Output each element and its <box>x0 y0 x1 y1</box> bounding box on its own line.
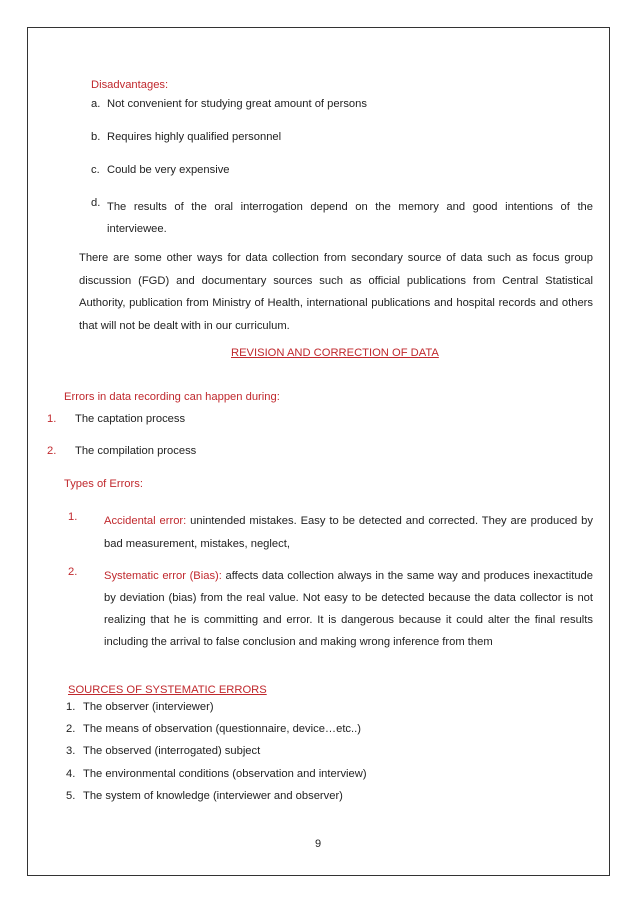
disadvantage-item: Could be very expensive <box>107 164 230 176</box>
source-item: The observed (interrogated) subject <box>83 745 261 757</box>
revision-heading: REVISION AND CORRECTION OF DATA <box>231 347 439 359</box>
list-marker: 2. <box>47 445 57 457</box>
disadvantage-marker: d. <box>91 197 101 209</box>
list-marker: 1. <box>47 413 57 425</box>
source-marker: 5. <box>66 790 76 802</box>
error-type-marker: 1. <box>68 511 78 523</box>
source-marker: 4. <box>66 768 76 780</box>
list-item: The captation process <box>75 413 186 425</box>
disadvantage-item: The results of the oral interrogation depend on the memory and good intentions of the interviewee. <box>107 201 593 235</box>
source-item: The system of knowledge (interviewer and observer) <box>83 790 343 802</box>
disadvantage-marker: c. <box>91 164 100 176</box>
source-marker: 1. <box>66 701 76 713</box>
error-type-term: Accidental error: <box>104 515 187 527</box>
sources-heading: SOURCES OF SYSTEMATIC ERRORS <box>68 684 267 696</box>
error-type-description: affects data collection always in the same way and produces inexactitude by deviation (bias) from the real value. Not easy to be detected because the data collector is not realizing that he is committing and error. It is dangerous because it could alter the final results including the arrival to false conclusion and making wrong inference from them <box>104 570 594 648</box>
disadvantage-marker: a. <box>91 98 101 110</box>
disadvantages-heading: Disadvantages: <box>91 79 169 91</box>
disadvantage-item: Requires highly qualified personnel <box>107 131 282 143</box>
error-type-term: Systematic error (Bias): <box>104 570 222 582</box>
source-item: The observer (interviewer) <box>83 701 214 713</box>
source-marker: 2. <box>66 723 76 735</box>
source-item: The environmental conditions (observation and interview) <box>83 768 367 780</box>
secondary-sources-paragraph: There are some other ways for data collection from secondary source of data such as focus group discussion (FGD) and documentary sources such as official publications from Central Statistical Authority, publication from Ministry of Health, international publications and hospital records and others that will not be dealt with in our curriculum. <box>79 252 593 332</box>
error-type-marker: 2. <box>68 566 78 578</box>
list-item: The compilation process <box>75 445 197 457</box>
disadvantage-item: Not convenient for studying great amount of persons <box>107 98 367 110</box>
source-marker: 3. <box>66 745 76 757</box>
errors-recording-heading: Errors in data recording can happen during: <box>64 391 280 403</box>
error-type-description: unintended mistakes. Easy to be detected and corrected. They are produced by bad measurement, mistakes, neglect, <box>104 515 593 550</box>
error-type-item <box>104 510 593 555</box>
disadvantage-marker: b. <box>91 131 101 143</box>
page-number: 9 <box>315 838 322 850</box>
types-of-errors-heading: Types of Errors: <box>64 478 143 490</box>
error-type-item <box>104 565 593 653</box>
source-item: The means of observation (questionnaire, device…etc..) <box>83 723 361 735</box>
